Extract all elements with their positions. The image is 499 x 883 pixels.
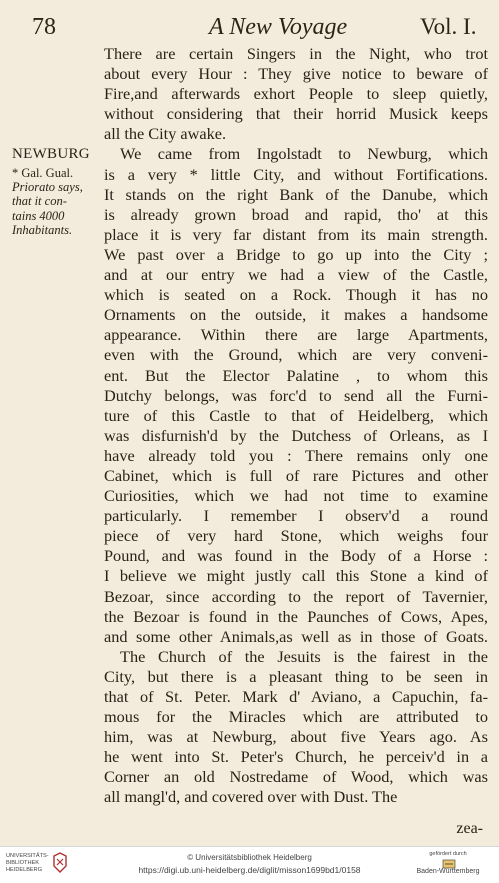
permalink[interactable]: https://digi.ub.uni-heidelberg.de/diglit/misson1699bd1/0158 [138,865,361,875]
text-line: Fire,and afterwards exhort People to sleep quietly, [104,84,488,104]
text-line: Bezoar, since according to the report of Tavernier, [104,586,488,606]
text-line: the Bezoar is found in the Paunches of Cows, Apes, [104,606,488,626]
margin-headnote [12,146,104,163]
page-number: 78 [32,14,56,40]
text-line: he went into St. Peter's Church, he perceiv'd in a [104,747,488,767]
catchword: zea- [456,820,483,837]
text-line: is a very * little City, and without Fortifications. [104,164,488,184]
text-line: We came from Ingolstadt to Newburg, which [120,144,488,164]
text-line: Ornaments on the outside, it makes a handsome [104,305,488,325]
funded-by-text: gefördert durch [429,851,467,857]
margin-note-line: that it con- [12,194,67,209]
margin-note-line: * Gal. Gual. [12,166,74,180]
text-line: particularly. I remember I observ'd a round [104,506,488,526]
library-name-line: UNIVERSITÄTS- [6,853,49,859]
viewer-footer [0,846,499,883]
text-line: I believe we might justly call this Stone a kind of [104,566,488,586]
text-line: It stands on the right Bank of the Danube, which [104,184,488,204]
text-line: City, but there is a pleasant thing to be seen in [104,666,488,686]
text-line: which is seated on a Rock. Though it has no [104,285,488,305]
text-line: have already told you : There remains only one [104,445,488,465]
funder-block [402,851,494,875]
text-line: ent. But the Elector Palatine , to whom this [104,365,488,385]
text-line: was disfurnish'd by the Dutchess of Orleans, as I [104,425,488,445]
margin-note-line: Priorato says, [12,180,83,195]
funder-name: Baden-Württemberg [416,868,480,875]
text-line: Curiosities, which we had not time to examine [104,486,488,506]
text-line: Corner an old Nostredame of Wood, which was [104,767,488,787]
text-line: We past over a Bridge to go up into the City ; [104,244,488,264]
text-line: that of St. Peter. Mark d' Aviano, a Capuchin, fa- [104,687,488,706]
text-line: piece of very hard Stone, which weighs four [104,526,488,546]
margin-note-line: Inhabitants. [12,222,73,237]
running-title: A New Voyage [209,14,348,40]
text-line: all mangl'd, and covered over with Dust. The [104,787,398,807]
text-line: him, was at Newburg, about five Years ago. As [104,727,488,747]
copyright-text: © Universitätsbibliothek Heidelberg [187,853,312,862]
text-line: Dutchy belongs, was forc'd to send all the Furni- [104,385,488,405]
page-header [0,0,499,46]
text-line: mous for the Miracles which are attributed to [104,707,488,727]
text-line: ture of this Castle to that of Heidelberg, which [104,405,488,425]
text-line: and at our entry we had a view of the Castle, [104,265,488,285]
margin-headnote-text: NEWBURG [12,146,90,162]
margin-footnote [12,166,104,237]
text-line: place it is very far distant from its main strength. [104,224,488,244]
text-line: Pound, and was found in the Body of a Horse : [104,546,488,566]
text-line: and some other Animals,as well as in those of Goats. [104,626,488,646]
library-name-line: HEIDELBERG [6,867,43,873]
text-line: is already grown broad and rapid, tho' at this [104,204,488,224]
text-line: The Church of the Jesuits is the fairest in the [120,646,488,666]
state-crest-icon [442,859,456,869]
text-line: all the City awake. [104,124,227,144]
library-name-line: BIBLIOTHEK [6,860,39,866]
text-line: without considering that their horrid Musick keeps [104,104,488,124]
text-line: appearance. Within there are large Apartments, [104,325,488,345]
text-line: Cabinet, which is full of rare Pictures and other [104,465,488,485]
margin-note-line: tains 4000 [12,208,65,223]
volume-label: Vol. I. [420,14,477,39]
body-text [104,44,488,808]
text-line: There are certain Singers in the Night, who trot [104,44,488,63]
text-line: even with the Ground, which are very conveni- [104,345,488,365]
text-line: about every Hour : They give notice to beware of [104,64,488,84]
